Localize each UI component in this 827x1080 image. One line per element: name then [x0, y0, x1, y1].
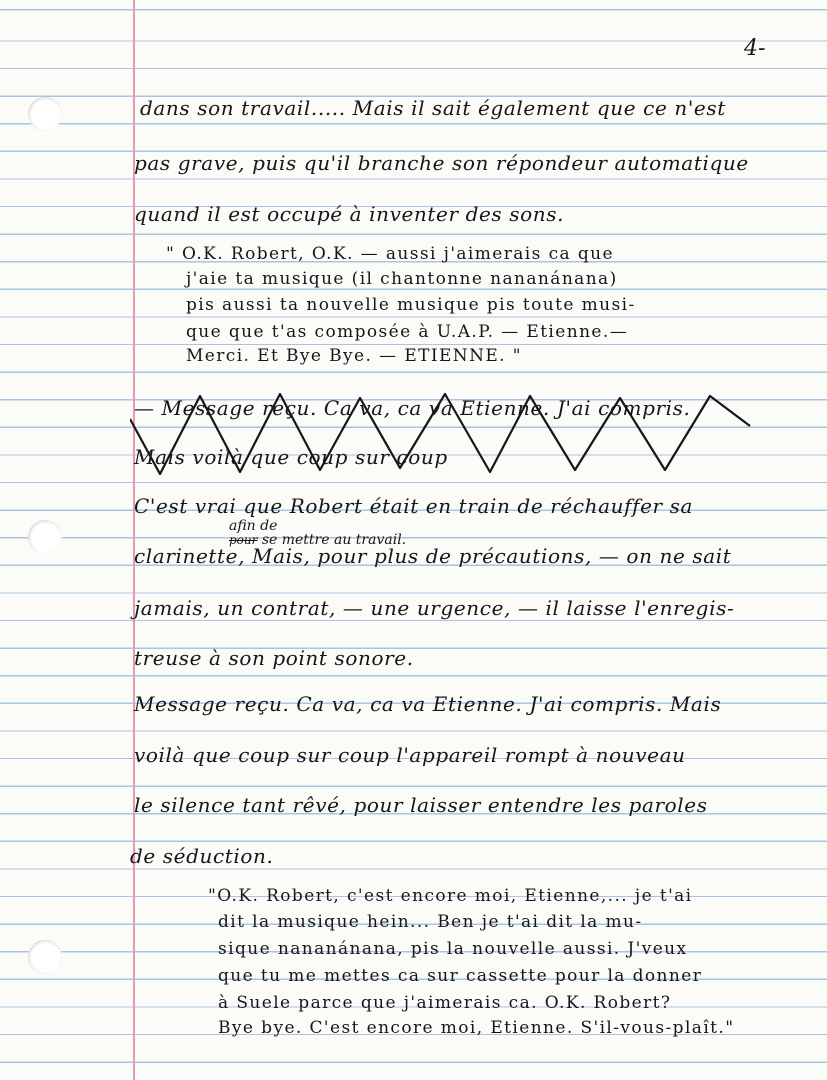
struck-line: — Message reçu. Ca va, ca va Etienne. J'ai compris. — [134, 396, 691, 420]
quote2-line: Bye bye. C'est encore moi, Etienne. S'il-vous-plaît." — [218, 1018, 735, 1038]
quote1-line: que que t'as composée à U.A.P. — Etienne.— — [186, 322, 629, 342]
punch-hole-bottom — [28, 940, 62, 974]
paragraph1-line: pas grave, puis qu'il branche son répondeur automatique — [134, 151, 749, 175]
paragraph2-line: C'est vrai que Robert était en train de réchauffer sa — [134, 494, 694, 518]
paragraph1-line: dans son travail..... Mais il sait également que ce n'est — [140, 96, 726, 120]
quote2-line: à Suele parce que j'aimerais ca. O.K. Robert? — [218, 993, 672, 1013]
quote2-line: sique nananánana, pis la nouvelle aussi. J'veux — [218, 939, 688, 959]
quote2-line: que tu me mettes ca sur cassette pour la donner — [218, 966, 703, 986]
paragraph1-line: quand il est occupé à inventer des sons. — [134, 202, 565, 226]
quote1-line: j'aie ta musique (il chantonne nananánana) — [186, 269, 618, 289]
quote2-line: dit la musique hein... Ben je t'ai dit la mu- — [218, 912, 643, 932]
struck-line: Mais voilà que coup sur coup — [134, 445, 448, 469]
quote1-line: " O.K. Robert, O.K. — aussi j'aimerais ca que — [166, 244, 614, 264]
paragraph3-line: voilà que coup sur coup l'appareil rompt à nouveau — [134, 743, 686, 767]
handwritten-insertion — [229, 519, 406, 547]
insertion-rest: se mettre au travail. — [261, 532, 407, 548]
page-number: 4- — [744, 36, 766, 61]
paragraph3-line: le silence tant rêvé, pour laisser entendre les paroles — [134, 793, 708, 817]
quote2-line: "O.K. Robert, c'est encore moi, Etienne,... je t'ai — [208, 886, 693, 906]
paragraph2-line: treuse à son point sonore. — [134, 646, 414, 670]
paragraph2-line: jamais, un contrat, — une urgence, — il laisse l'enregis- — [134, 596, 735, 620]
insertion-struck: pour — [229, 533, 258, 547]
quote1-line: pis aussi ta nouvelle musique pis toute musi- — [186, 295, 636, 315]
paragraph3-line: Message reçu. Ca va, ca va Etienne. J'ai compris. Mais — [134, 692, 722, 716]
paragraph3-line: de séduction. — [130, 844, 274, 868]
punch-hole-top — [28, 97, 62, 131]
paragraph2-line: clarinette, Mais, pour plus de précautions, — on ne sait — [134, 544, 732, 568]
insertion-added: afin de — [229, 518, 278, 534]
quote1-line: Merci. Et Bye Bye. — ETIENNE. " — [186, 346, 522, 366]
punch-hole-middle — [28, 520, 62, 554]
